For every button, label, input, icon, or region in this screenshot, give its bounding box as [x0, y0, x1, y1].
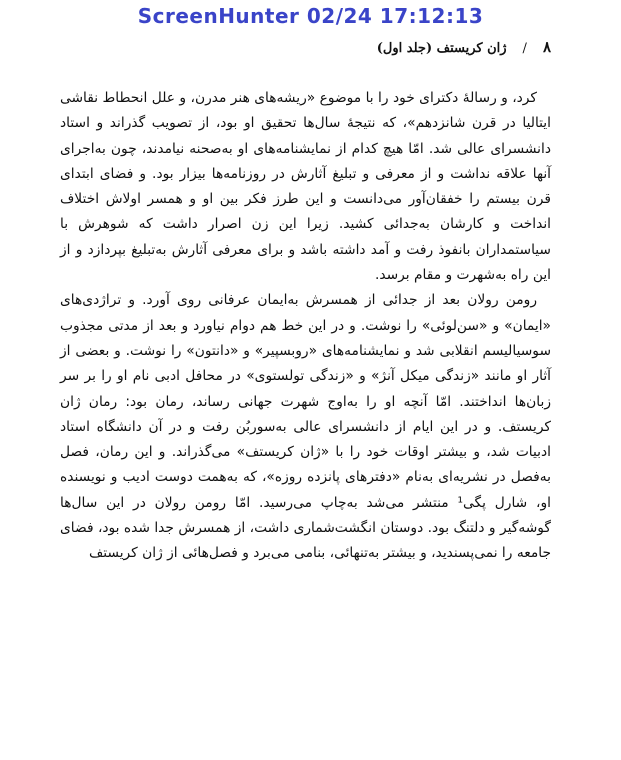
book-title: ژان کریستف (جلد اول): [376, 41, 507, 56]
paragraph: کرد، و رسالهٔ دکترای خود را با موضوع «ریشه‌های هنر مدرن، و علل انحطاط نقاشی ایتالیا در قرن شانزدهم»، که نتیجهٔ سال‌ها تحقیق او بود، از تصویب گذراند و استاد دانشسرای عالی شد. امّا هیچ کدام از نمایشنامه‌های او به‌صحنه نیامدند، چون به‌اجرای آنها علاقه نداشت و از معرفی و تبلیغ آثارش در روزنامه‌ها بیزار بود. و فضای ابتدای قرن بیستم را خفقان‌آور می‌دانست و این طرز فکر بین او و همسر اولاش اختلاف انداخت و کارشان به‌جدائی کشید. زیرا این زن اصرار داشت که شوهرش با سیاستمداران با‌نفوذ رفت و آمد داشته باشد و برای معرفی آثارش به‌تبلیغ بپردازد و از این راه به‌شهرت و مقام برسد.: [60, 90, 551, 284]
screenhunter-watermark: ScreenHunter 02/24 17:12:13: [137, 4, 484, 28]
header-separator: /: [522, 41, 527, 56]
page-body: [60, 86, 551, 567]
running-head: [70, 38, 551, 56]
page-number: ۸: [542, 38, 551, 56]
paragraph: رومن رولان بعد از جدائی از همسرش به‌ایمان عرفانی روی آورد. و تراژدی‌های «ایمان» و «سن‌لوئی» را نوشت. و در این خط هم دوام نیاورد و بعد از مدتی مجذوب سوسیالیسم انقلابی شد و نمایشنامه‌های «روبسپیر» و «دانتون» را نوشت. و بعضی از آثار او مانند «زندگی میکل آنژ» و «زندگی تولستوی» در محافل ادبی نام او را بر سر زبان‌ها انداختند. امّا آنچه او را به‌اوج شهرت جهانی رساند، رمان بود: رمان ژان کریستف. و در این ایام از دانشسرای عالی به‌سوربُن رفت و در آن دانشگاه استاد ادبیات شد، و بیشتر اوقات خود را با «ژان کریستف» می‌گذراند. و این رمان، فصل به‌فصل در نشریه‌ای به‌نام «دفترهای پانزده روزه»، که به‌همت دوست ادیب و نویسنده او، شارل پگی¹ منتشر می‌شد به‌چاپ می‌رسید. امّا رومن رولان در این سال‌ها گوشه‌گیر و دلتنگ بود. دوستان انگشت‌شماری داشت، از همسرش جدا شده بود، فضای جامعه را نمی‌پسندید، و بیشتر به‌تنهائی، بنامی می‌برد و فصل‌هائی از ژان کریستف: [60, 292, 551, 562]
